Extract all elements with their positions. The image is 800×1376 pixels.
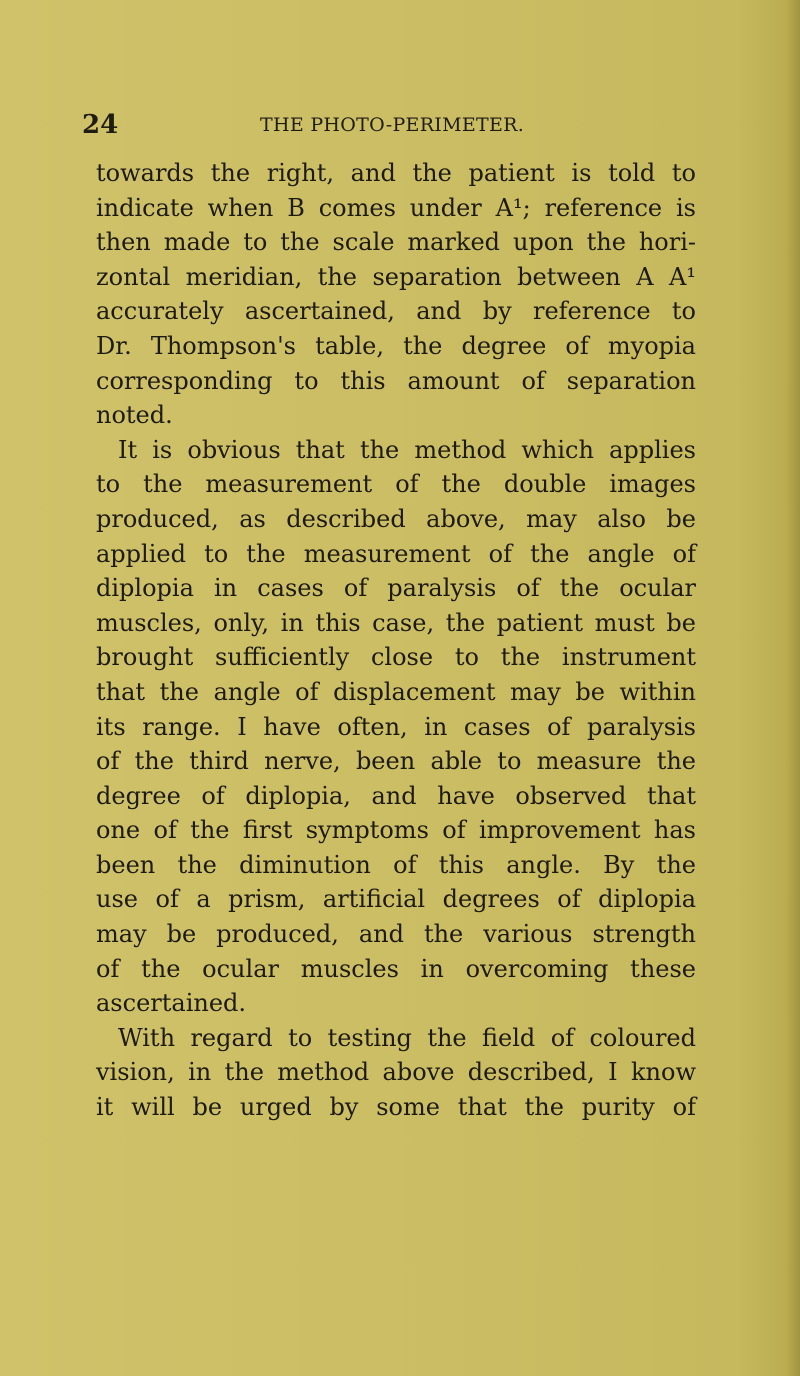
text-line: one of the first symptoms of improvement has	[96, 816, 696, 845]
text-line: corresponding to this amount of separation	[96, 366, 696, 395]
text-line: indicate when B comes under A¹; reference is	[96, 193, 696, 222]
text-line: applied to the measurement of the angle of	[96, 539, 696, 568]
text-line: With regard to testing the field of coloured	[118, 1023, 696, 1052]
page-edge-shadow	[786, 0, 800, 1376]
text-line: it will be urged by some that the purity of	[96, 1093, 696, 1122]
text-line: towards the right, and the patient is told to	[96, 159, 696, 187]
running-head: THE PHOTO-PERIMETER.	[260, 114, 525, 136]
text-line: Dr. Thompson's table, the degree of myopia	[96, 331, 696, 360]
text-line: It is obvious that the method which applies	[118, 435, 696, 464]
text-line: that the angle of displacement may be within	[96, 677, 696, 706]
text-line: vision, in the method above described, I know	[96, 1058, 696, 1087]
text-line: accurately ascertained, and by reference to	[96, 297, 696, 326]
text-line: of the ocular muscles in overcoming these	[96, 954, 696, 983]
text-line: brought sufficiently close to the instrument	[96, 643, 696, 672]
text-line: degree of diplopia, and have observed that	[96, 781, 696, 810]
text-line: diplopia in cases of paralysis of the ocular	[96, 574, 696, 603]
text-line: zontal meridian, the separation between A A¹	[96, 262, 696, 291]
text-line: of the third nerve, been able to measure the	[96, 747, 696, 776]
text-line: been the diminution of this angle. By the	[96, 850, 696, 879]
text-line: ascertained.	[96, 989, 247, 1018]
body-text	[96, 156, 696, 1125]
text-line: to the measurement of the double images	[96, 470, 696, 499]
text-line: muscles, only, in this case, the patient must be	[96, 608, 696, 637]
text-line: may be produced, and the various strength	[96, 920, 696, 949]
text-line: then made to the scale marked upon the hori-	[96, 228, 696, 257]
page-number: 24	[82, 110, 119, 140]
page-header	[82, 110, 642, 140]
text-line: its range. I have often, in cases of paralysis	[96, 712, 696, 741]
text-line: produced, as described above, may also be	[96, 504, 696, 533]
text-line: use of a prism, artificial degrees of diplopia	[96, 885, 696, 914]
text-line: noted.	[96, 401, 173, 430]
